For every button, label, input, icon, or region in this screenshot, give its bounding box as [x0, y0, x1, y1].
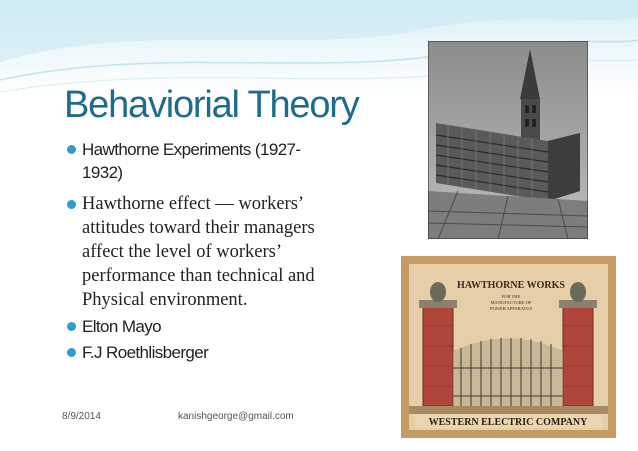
bullet-item-hawthorne-experiments	[66, 138, 376, 184]
gate-banner-text: WESTERN ELECTRIC COMPANY	[428, 417, 588, 428]
bullet-item-roethlisberger	[66, 341, 376, 364]
gate-heading-text: HAWTHORNE WORKS	[457, 280, 565, 291]
bullet-item-elton-mayo	[66, 315, 376, 338]
bullet-text-line: Physical environment.	[82, 290, 248, 310]
bullet-dot-icon	[67, 145, 76, 154]
bullet-text-line: affect the level of workers’	[82, 242, 282, 262]
bullet-text-line: 1932)	[82, 163, 123, 182]
hawthorne-works-building-photo	[428, 41, 588, 239]
bullet-text-line: attitudes toward their managers	[82, 218, 315, 238]
bullet-text-line: Hawthorne effect — workers’	[82, 194, 305, 214]
slide-title: Behaviorial Theory	[64, 84, 359, 126]
bullet-text: F.J Roethlisberger	[82, 343, 209, 362]
bullet-text-line: performance than technical and	[82, 266, 315, 286]
bullet-text-line: Hawthorne Experiments (1927-	[82, 140, 301, 159]
bullet-dot-icon	[67, 322, 76, 331]
hawthorne-works-gate-illustration	[401, 256, 616, 438]
bullet-text: Elton Mayo	[82, 317, 162, 336]
footer-date: 8/9/2014	[62, 411, 101, 422]
footer-email: kanishgeorge@gmail.com	[178, 411, 294, 422]
bullet-dot-icon	[67, 348, 76, 357]
bullet-list	[66, 138, 376, 364]
gate-subtitle-text: POWER APPARATUS	[490, 306, 532, 311]
gate-subtitle-text: FOR THE	[501, 294, 521, 299]
gate-subtitle-text: MANUFACTURE OF	[490, 300, 532, 305]
bullet-item-hawthorne-effect	[66, 192, 376, 312]
bullet-dot-icon	[67, 200, 76, 209]
